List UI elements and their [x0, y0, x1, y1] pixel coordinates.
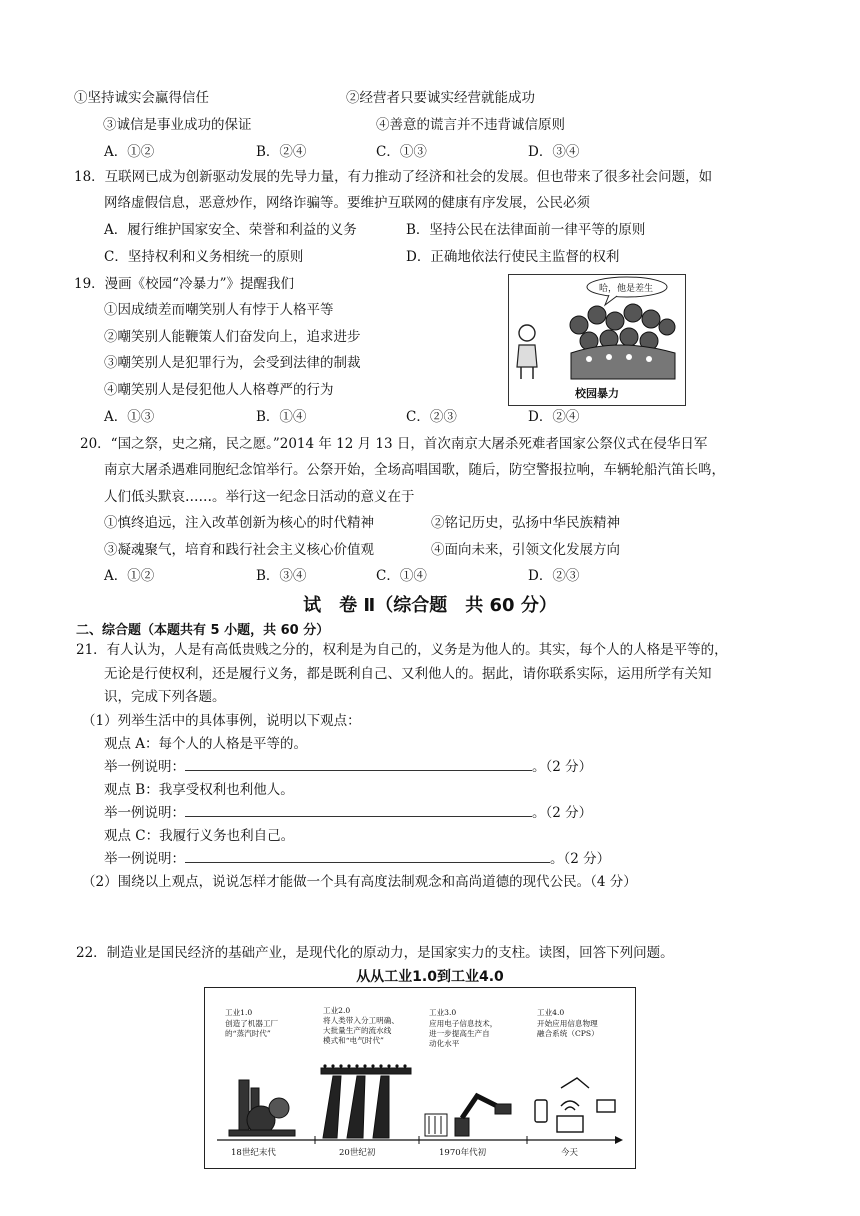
- q18-stem-line1: 18．互联网已成为创新驱动发展的先导力量，有力推动了经济和社会的发展。但也带来了很多社会问题，如: [74, 169, 713, 185]
- score-a: 。（2 分）: [532, 759, 593, 775]
- q18-stem-line2: 网络虚假信息，恶意炒作，网络诈骗等。要维护互联网的健康有序发展，公民必须: [104, 195, 590, 211]
- answer-blank-b[interactable]: [185, 804, 532, 817]
- q20-stem-line1: 20．“国之祭，史之痛，民之愿。”2014 年 12 月 13 日，首次南京大屠杀死难者国家公祭仪式在侵华日军: [80, 436, 708, 452]
- stage1-desc-2: 的“蒸汽时代”: [225, 1029, 271, 1038]
- q17-option-2: ②经营者只要诚实经营就能成功: [346, 90, 535, 106]
- q22-stem: 22．制造业是国民经济的基础产业，是现代化的原动力，是国家实力的支柱。读图，回答下列问题。: [76, 945, 674, 961]
- stage2-desc-2: 大批量生产的流水线: [323, 1026, 392, 1035]
- era-label-1: 18世纪末代: [231, 1148, 276, 1158]
- stage1-desc-1: 创造了机器工厂: [225, 1019, 279, 1028]
- cartoon-illustration: [509, 275, 685, 385]
- industry-evolution-diagram: [204, 987, 636, 1169]
- paper2-title: 试 卷 Ⅱ（综合题 共 60 分）: [303, 595, 557, 616]
- stage3-desc-3: 动化水平: [429, 1039, 460, 1048]
- stage4-name: 工业4.0: [537, 1008, 565, 1017]
- q21-sub2: （2）围绕以上观点，说说怎样才能做一个具有高度法制观念和高尚道德的现代公民。（4 分）: [82, 874, 637, 890]
- cartoon-caption: 校园暴力: [575, 387, 619, 400]
- robot-arm-icon: [425, 1096, 511, 1136]
- q20-option-2: ②铭记历史，弘扬中华民族精神: [431, 515, 620, 531]
- q21-view-b: 观点 B：我享受权利也利他人。: [104, 782, 294, 798]
- q19-option-2: ②嘲笑别人能鞭策人们奋发向上，追求进步: [104, 329, 361, 345]
- q21-example-c: [104, 850, 610, 868]
- stage3-name: 工业3.0: [429, 1008, 457, 1017]
- stage2-desc-1: 将人类带入分工明确、: [323, 1016, 399, 1025]
- stage2-name: 工业2.0: [323, 1006, 351, 1015]
- example-label: 举一例说明：: [104, 805, 185, 821]
- assembly-line-icon: [321, 1068, 411, 1138]
- q20-stem-line3: 人们低头默哀……。举行这一纪念日活动的意义在于: [104, 489, 415, 505]
- q18-choice-c: C．坚持权利和义务相统一的原则: [104, 249, 304, 265]
- q20-choice-d: D．②③: [528, 568, 580, 584]
- figure-title: 从从工业1.0到工业4.0: [356, 969, 504, 985]
- q18-choice-d: D．正确地依法行使民主监督的权利: [406, 249, 620, 265]
- score-c: 。（2 分）: [550, 851, 611, 867]
- era-label-4: 今天: [561, 1148, 579, 1158]
- section2-heading: 二、综合题（本题共有 5 小题，共 60 分）: [76, 623, 330, 638]
- q20-option-3: ③凝魂聚气，培育和践行社会主义核心价值观: [104, 542, 374, 558]
- q21-view-a: 观点 A：每个人的人格是平等的。: [104, 736, 308, 752]
- example-label: 举一例说明：: [104, 851, 185, 867]
- era-label-3: 1970年代初: [439, 1148, 487, 1158]
- q21-view-c: 观点 C：我履行义务也利自己。: [104, 828, 295, 844]
- q19-option-3: ③嘲笑别人是犯罪行为，会受到法律的制裁: [104, 355, 361, 371]
- stage1-name: 工业1.0: [225, 1008, 253, 1017]
- q20-stem-line2: 南京大屠杀遇难同胞纪念馆举行。公祭开始，全场高唱国歌，随后，防空警报拉响，车辆轮船汽笛长鸣，: [104, 462, 725, 478]
- q19-stem: 19．漫画《校园“冷暴力”》提醒我们: [74, 276, 294, 292]
- q20-option-4: ④面向未来，引领文化发展方向: [431, 542, 620, 558]
- q21-example-a: [104, 758, 592, 776]
- stage3-desc-2: 进一步提高生产自: [429, 1029, 490, 1038]
- q17-choice-d: D．③④: [528, 144, 580, 160]
- q19-choice-c: C．②③: [406, 409, 457, 425]
- q21-stem-line3: 识，完成下列各题。: [104, 689, 226, 705]
- diagram-illustrations: [205, 988, 635, 1168]
- q20-choice-a: A．①②: [104, 568, 155, 584]
- q17-choice-a: A．①②: [104, 144, 155, 160]
- cps-devices-icon: [535, 1078, 615, 1132]
- stage2-desc-3: 模式和“电气时代”: [323, 1036, 384, 1045]
- q17-option-4: ④善意的谎言并不违背诚信原则: [376, 117, 565, 133]
- q18-choice-b: B．坚持公民在法律面前一律平等的原则: [406, 222, 646, 238]
- answer-blank-a[interactable]: [185, 758, 532, 771]
- q19-choice-a: A．①③: [104, 409, 155, 425]
- q21-example-b: [104, 804, 592, 822]
- stage4-desc-2: 融合系统（CPS）: [537, 1029, 599, 1038]
- q20-choice-b: B．③④: [256, 568, 307, 584]
- q19-option-4: ④嘲笑别人是侵犯他人人格尊严的行为: [104, 382, 334, 398]
- example-label: 举一例说明：: [104, 759, 185, 775]
- score-b: 。（2 分）: [532, 805, 593, 821]
- cartoon-speech-bubble: 哈，他是差生: [599, 284, 654, 294]
- q17-option-3: ③诚信是事业成功的保证: [103, 117, 252, 133]
- q19-option-1: ①因成绩差而嘲笑别人有悖于人格平等: [104, 302, 334, 318]
- q18-choice-a: A．履行维护国家安全、荣誉和利益的义务: [104, 222, 357, 238]
- q21-stem-line1: 21．有人认为，人是有高低贵贱之分的，权利是为自己的，义务是为他人的。其实，每个人的人格是平等的，: [76, 642, 728, 658]
- q19-choice-d: D．②④: [528, 409, 580, 425]
- q21-stem-line2: 无论是行使权利，还是履行义务，都是既利自己、又利他人的。据此，请你联系实际，运用所学有关知: [104, 666, 712, 682]
- school-violence-cartoon: [508, 274, 686, 406]
- q20-choice-c: C．①④: [376, 568, 427, 584]
- era-label-2: 20世纪初: [339, 1148, 376, 1158]
- stage4-desc-1: 开始应用信息物理: [537, 1019, 598, 1028]
- answer-blank-c[interactable]: [185, 850, 550, 863]
- q17-choice-c: C．①③: [376, 144, 427, 160]
- q21-sub1: （1）列举生活中的具体事例，说明以下观点：: [82, 713, 361, 729]
- q17-option-1: ①坚持诚实会赢得信任: [74, 90, 209, 106]
- q19-choice-b: B．①④: [256, 409, 307, 425]
- steam-engine-icon: [229, 1080, 295, 1136]
- q20-option-1: ①慎终追远，注入改革创新为核心的时代精神: [104, 515, 374, 531]
- stage3-desc-1: 应用电子信息技术，: [429, 1019, 498, 1028]
- q17-choice-b: B．②④: [256, 144, 307, 160]
